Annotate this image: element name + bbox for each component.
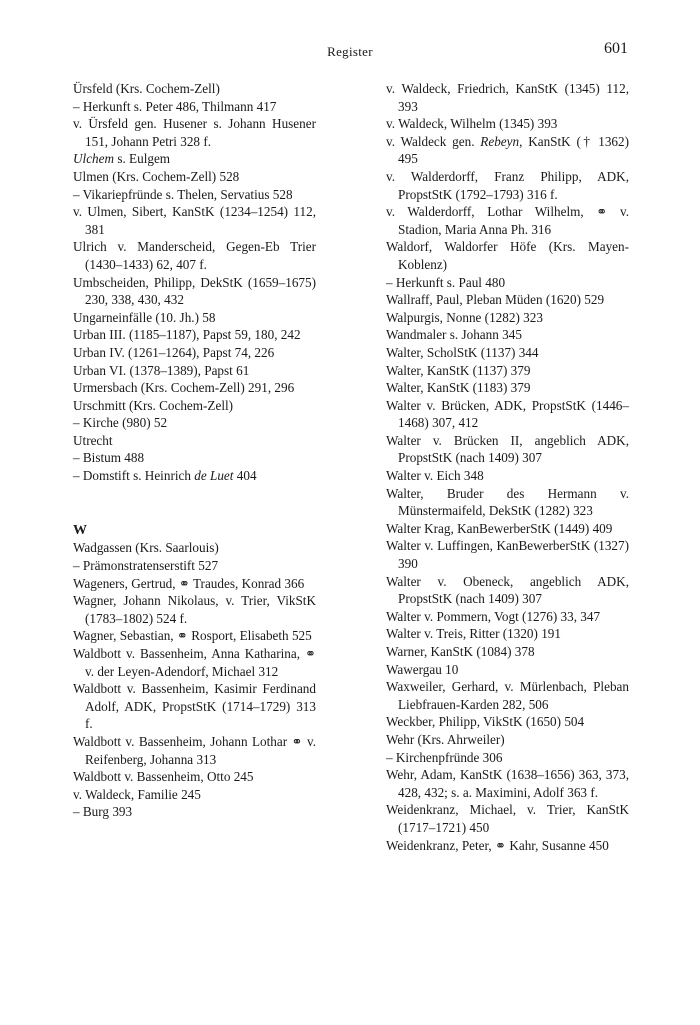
index-entry: – Kirche (980) 52 xyxy=(73,415,168,431)
index-entry: Walter v. Brücken II, angeblich ADK, PropstStK (nach 1409) 307 xyxy=(386,432,629,466)
index-entry: Weidenkranz, Peter, ⚭ Kahr, Susanne 450 xyxy=(386,837,609,853)
section-gap xyxy=(73,502,316,520)
page-header xyxy=(72,38,628,66)
index-entry: Wagner, Johann Nikolaus, v. Trier, VikStK (1783–1802) 524 f. xyxy=(73,593,316,626)
index-entry: – Herkunft s. Paul 480 xyxy=(386,274,506,290)
index-entry: v. Waldeck gen. Rebeyn, KanStK († 1362) 495 xyxy=(386,133,629,167)
index-entry: Urschmitt (Krs. Cochem-Zell) xyxy=(73,397,234,413)
section-gap xyxy=(73,485,316,503)
index-entry: Walter, KanStK (1183) 379 xyxy=(386,380,531,396)
index-entry: Ürsfeld (Krs. Cochem-Zell) xyxy=(73,81,220,96)
index-entry: Waldbott v. Bassenheim, Johann Lothar ⚭ v. Reifenberg, Johanna 313 xyxy=(73,733,316,767)
index-entry: Urban VI. (1378–1389), Papst 61 xyxy=(73,362,250,378)
index-entry: Walter v. Brücken, ADK, PropstStK (1446–1468) 307, 412 xyxy=(386,397,629,431)
index-entry: Waldorf, Waldorfer Höfe (Krs. Mayen-Koblenz) xyxy=(386,239,629,272)
right-column xyxy=(386,80,629,854)
index-entry: Wadgassen (Krs. Saarlouis) xyxy=(73,540,219,556)
index-entry: Ulmen (Krs. Cochem-Zell) 528 xyxy=(73,168,240,184)
index-columns xyxy=(73,80,629,854)
index-entry: v. Ulmen, Sibert, KanStK (1234–1254) 112, 381 xyxy=(73,204,316,237)
index-entry: Walter v. Eich 348 xyxy=(386,468,484,484)
index-entry: Weidenkranz, Michael, v. Trier, KanStK (1717–1721) 450 xyxy=(386,802,629,835)
letter-heading: W xyxy=(73,522,87,538)
index-entry: Ungarneinfälle (10. Jh.) 58 xyxy=(73,309,216,325)
index-entry: Walter, KanStK (1137) 379 xyxy=(386,362,531,378)
index-entry: Urban III. (1185–1187), Papst 59, 180, 242 xyxy=(73,327,301,343)
index-entry: Waldbott v. Bassenheim, Anna Katharina, ⚭ v. der Leyen-Adendorf, Michael 312 xyxy=(73,646,316,679)
index-entry: Urmersbach (Krs. Cochem-Zell) 291, 296 xyxy=(73,380,295,396)
index-entry: – Vikariepfründe s. Thelen, Servatius 528 xyxy=(73,186,293,202)
index-entry: Walter, ScholStK (1137) 344 xyxy=(386,344,539,360)
index-entry: v. Walderdorff, Franz Philipp, ADK, PropstStK (1792–1793) 316 f. xyxy=(386,168,629,202)
index-entry: Weckber, Philipp, VikStK (1650) 504 xyxy=(386,714,585,730)
index-entry: Walter Krag, KanBewerberStK (1449) 409 xyxy=(386,520,613,536)
index-entry: Utrecht xyxy=(73,432,113,448)
index-entry: – Herkunft s. Peter 486, Thilmann 417 xyxy=(73,98,277,114)
index-entry: Ulrich v. Manderscheid, Gegen-Eb Trier (1430–1433) 62, 407 f. xyxy=(73,239,316,272)
index-entry: Wageners, Gertrud, ⚭ Traudes, Konrad 366 xyxy=(73,575,305,591)
index-entry: Umbscheiden, Philipp, DekStK (1659–1675) 230, 338, 430, 432 xyxy=(73,274,316,308)
index-entry: Wehr, Adam, KanStK (1638–1656) 363, 373, 428, 432; s. a. Maximini, Adolf 363 f. xyxy=(386,767,629,800)
index-entry: – Domstift s. Heinrich de Luet 404 xyxy=(73,468,257,484)
index-entry: Wehr (Krs. Ahrweiler) xyxy=(386,731,505,747)
index-entry: v. Ürsfeld gen. Husener s. Johann Husener 151, Johann Petri 328 f. xyxy=(73,116,316,149)
index-entry: Walter, Bruder des Hermann v. Münstermaifeld, DekStK (1282) 323 xyxy=(386,485,629,519)
index-entry: Wawergau 10 xyxy=(386,661,459,677)
index-entry: Walpurgis, Nonne (1282) 323 xyxy=(386,309,543,325)
index-entry: Walter v. Obeneck, angeblich ADK, PropstStK (nach 1409) 307 xyxy=(386,573,629,607)
index-entry: Wallraff, Paul, Pleban Müden (1620) 529 xyxy=(386,292,605,308)
index-entry: Waldbott v. Bassenheim, Otto 245 xyxy=(73,769,254,785)
index-entry: Walter v. Treis, Ritter (1320) 191 xyxy=(386,626,561,642)
index-entry: – Bistum 488 xyxy=(73,450,145,466)
index-entry: – Prämonstratenserstift 527 xyxy=(73,558,219,574)
index-entry: – Burg 393 xyxy=(73,804,133,820)
index-entry: v. Walderdorff, Lothar Wilhelm, ⚭ v. Stadion, Maria Anna Ph. 316 xyxy=(386,204,629,237)
index-entry: Ulchem s. Eulgem xyxy=(73,151,171,167)
index-entry: Walter v. Luffingen, KanBewerberStK (1327) 390 xyxy=(386,538,629,572)
running-head: Register xyxy=(327,44,373,59)
index-entry: Urban IV. (1261–1264), Papst 74, 226 xyxy=(73,344,275,360)
index-entry: Wagner, Sebastian, ⚭ Rosport, Elisabeth 525 xyxy=(73,628,312,644)
index-entry: – Kirchenpfründe 306 xyxy=(386,749,503,765)
index-entry: v. Waldeck, Friedrich, KanStK (1345) 112, 393 xyxy=(386,81,629,114)
left-column xyxy=(73,80,316,854)
index-entry: Walter v. Pommern, Vogt (1276) 33, 347 xyxy=(386,608,601,624)
index-entry: v. Waldeck, Familie 245 xyxy=(73,786,201,802)
index-entry: v. Waldeck, Wilhelm (1345) 393 xyxy=(386,116,558,132)
index-entry: Waxweiler, Gerhard, v. Mürlenbach, Pleban Liebfrauen-Karden 282, 506 xyxy=(386,679,629,712)
index-entry: Warner, KanStK (1084) 378 xyxy=(386,644,535,659)
index-entry: Wandmaler s. Johann 345 xyxy=(386,327,522,343)
page-number: 601 xyxy=(604,40,628,57)
index-entry: Waldbott v. Bassenheim, Kasimir Ferdinand Adolf, ADK, PropstStK (1714–1729) 313 f. xyxy=(73,681,316,732)
